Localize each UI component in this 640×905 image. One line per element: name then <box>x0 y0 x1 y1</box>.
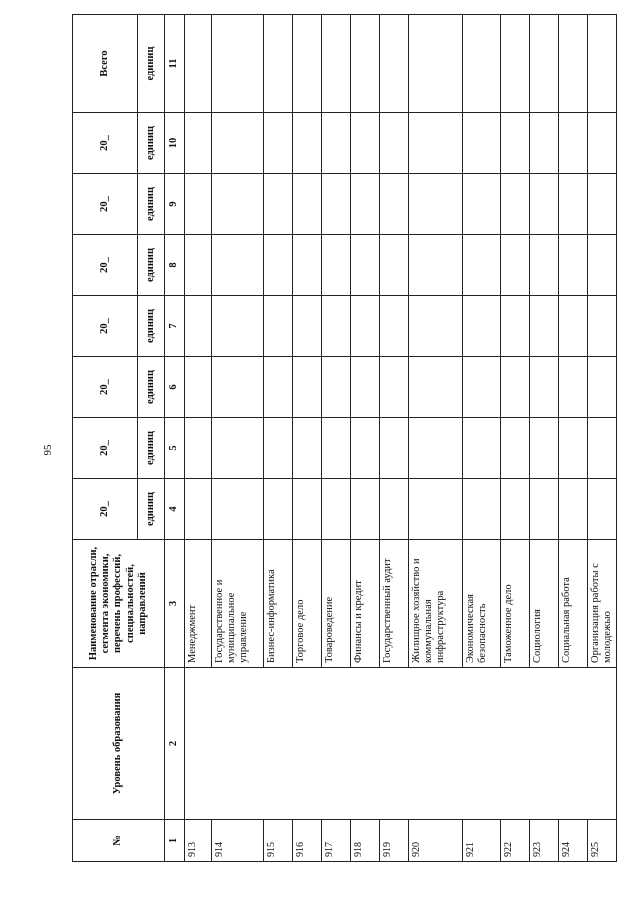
header-specialty-name: Наименование отрасли, сегмента экономики, перечень профессий, специальностей, направлений <box>73 540 165 668</box>
value-cell <box>293 113 322 174</box>
value-cell <box>351 357 380 418</box>
value-cell <box>293 418 322 479</box>
row-number: 913 <box>185 820 212 862</box>
value-cell <box>559 357 588 418</box>
value-cell <box>351 113 380 174</box>
value-cell <box>409 113 463 174</box>
value-cell <box>212 113 264 174</box>
value-cell <box>185 174 212 235</box>
value-cell <box>322 357 351 418</box>
value-cell <box>463 15 501 113</box>
value-cell <box>409 174 463 235</box>
value-cell <box>264 296 293 357</box>
row-number: 914 <box>212 820 264 862</box>
value-cell <box>264 479 293 540</box>
specialty-name: Государственное и муниципальное управление <box>212 540 264 668</box>
value-cell <box>380 479 409 540</box>
value-cell <box>264 418 293 479</box>
value-cell <box>588 296 617 357</box>
row-number: 923 <box>530 820 559 862</box>
specialty-name: Социальная работа <box>559 540 588 668</box>
value-cell <box>380 113 409 174</box>
header-year: 20_ <box>73 418 138 479</box>
value-cell <box>530 15 559 113</box>
value-cell <box>463 479 501 540</box>
header-year: 20_ <box>73 479 138 540</box>
value-cell <box>501 418 530 479</box>
value-cell <box>409 418 463 479</box>
value-cell <box>501 15 530 113</box>
value-cell <box>559 418 588 479</box>
value-cell <box>185 418 212 479</box>
value-cell <box>264 113 293 174</box>
value-cell <box>588 235 617 296</box>
column-numbers-row <box>165 15 185 862</box>
header-unit: единиц <box>138 296 165 357</box>
value-cell <box>293 357 322 418</box>
value-cell <box>185 296 212 357</box>
row-number: 916 <box>293 820 322 862</box>
table-body <box>185 15 617 862</box>
column-number: 2 <box>165 668 185 820</box>
value-cell <box>559 15 588 113</box>
value-cell <box>264 357 293 418</box>
value-cell <box>409 479 463 540</box>
value-cell <box>559 174 588 235</box>
value-cell <box>264 174 293 235</box>
value-cell <box>530 296 559 357</box>
value-cell <box>588 357 617 418</box>
column-number: 1 <box>165 820 185 862</box>
value-cell <box>463 296 501 357</box>
header-unit: единиц <box>138 357 165 418</box>
row-number: 915 <box>264 820 293 862</box>
header-year: 20_ <box>73 113 138 174</box>
value-cell <box>264 15 293 113</box>
row-number: 924 <box>559 820 588 862</box>
value-cell <box>588 15 617 113</box>
value-cell <box>588 113 617 174</box>
value-cell <box>293 15 322 113</box>
value-cell <box>530 235 559 296</box>
value-cell <box>501 235 530 296</box>
specialty-name: Торговое дело <box>293 540 322 668</box>
value-cell <box>588 418 617 479</box>
rotated-table-container <box>72 15 614 862</box>
value-cell <box>185 479 212 540</box>
value-cell <box>530 113 559 174</box>
value-cell <box>322 296 351 357</box>
column-number: 10 <box>165 113 185 174</box>
value-cell <box>322 235 351 296</box>
header-year: 20_ <box>73 174 138 235</box>
value-cell <box>501 479 530 540</box>
value-cell <box>501 357 530 418</box>
header-total: Всего <box>73 15 138 113</box>
column-number: 11 <box>165 15 185 113</box>
column-number: 3 <box>165 540 185 668</box>
specialty-name: Государственный аудит <box>380 540 409 668</box>
row-number: 917 <box>322 820 351 862</box>
header-unit: единиц <box>138 174 165 235</box>
header-unit: единиц <box>138 15 165 113</box>
header-year: 20_ <box>73 296 138 357</box>
specialty-name: Менеджмент <box>185 540 212 668</box>
value-cell <box>212 296 264 357</box>
header-unit: единиц <box>138 479 165 540</box>
value-cell <box>380 174 409 235</box>
value-cell <box>409 15 463 113</box>
value-cell <box>351 235 380 296</box>
value-cell <box>463 357 501 418</box>
row-number: 925 <box>588 820 617 862</box>
value-cell <box>463 174 501 235</box>
specialty-name: Таможенное дело <box>501 540 530 668</box>
column-number: 8 <box>165 235 185 296</box>
header-education-level: Уровень образования <box>73 668 165 820</box>
value-cell <box>530 479 559 540</box>
value-cell <box>212 174 264 235</box>
column-number: 6 <box>165 357 185 418</box>
specialties-table <box>72 14 617 862</box>
row-number: 918 <box>351 820 380 862</box>
value-cell <box>322 113 351 174</box>
header-unit: единиц <box>138 113 165 174</box>
value-cell <box>212 479 264 540</box>
value-cell <box>409 235 463 296</box>
value-cell <box>293 235 322 296</box>
value-cell <box>409 296 463 357</box>
row-number: 919 <box>380 820 409 862</box>
value-cell <box>380 235 409 296</box>
row-number: 922 <box>501 820 530 862</box>
value-cell <box>380 15 409 113</box>
specialty-name: Социология <box>530 540 559 668</box>
value-cell <box>293 479 322 540</box>
value-cell <box>380 357 409 418</box>
column-number: 9 <box>165 174 185 235</box>
value-cell <box>463 418 501 479</box>
specialty-name: Бизнес-информатика <box>264 540 293 668</box>
value-cell <box>212 418 264 479</box>
value-cell <box>501 174 530 235</box>
value-cell <box>380 418 409 479</box>
value-cell <box>264 235 293 296</box>
value-cell <box>559 113 588 174</box>
value-cell <box>212 357 264 418</box>
specialty-name: Финансы и кредит <box>351 540 380 668</box>
column-number: 5 <box>165 418 185 479</box>
specialty-name: Экономическая безопасность <box>463 540 501 668</box>
value-cell <box>559 235 588 296</box>
column-number: 4 <box>165 479 185 540</box>
header-number: № <box>73 820 165 862</box>
value-cell <box>212 235 264 296</box>
education-level-cell <box>185 668 617 820</box>
value-cell <box>351 418 380 479</box>
value-cell <box>185 15 212 113</box>
row-number: 921 <box>463 820 501 862</box>
row-number: 920 <box>409 820 463 862</box>
value-cell <box>322 418 351 479</box>
header-row <box>73 15 138 862</box>
value-cell <box>351 15 380 113</box>
value-cell <box>530 418 559 479</box>
value-cell <box>501 113 530 174</box>
value-cell <box>322 479 351 540</box>
value-cell <box>185 235 212 296</box>
value-cell <box>409 357 463 418</box>
header-year: 20_ <box>73 357 138 418</box>
value-cell <box>588 479 617 540</box>
value-cell <box>463 235 501 296</box>
value-cell <box>463 113 501 174</box>
page-number: 95 <box>42 444 54 456</box>
header-year: 20_ <box>73 235 138 296</box>
value-cell <box>559 479 588 540</box>
value-cell <box>559 296 588 357</box>
value-cell <box>293 174 322 235</box>
value-cell <box>293 296 322 357</box>
specialty-name: Организация работы с молодежью <box>588 540 617 668</box>
specialty-name: Товароведение <box>322 540 351 668</box>
value-cell <box>530 174 559 235</box>
value-cell <box>322 15 351 113</box>
column-number: 7 <box>165 296 185 357</box>
value-cell <box>322 174 351 235</box>
value-cell <box>351 174 380 235</box>
value-cell <box>212 15 264 113</box>
value-cell <box>351 479 380 540</box>
specialty-name: Жилищное хозяйство и коммунальная инфраструктура <box>409 540 463 668</box>
table-row <box>185 15 212 862</box>
value-cell <box>530 357 559 418</box>
value-cell <box>185 113 212 174</box>
header-unit: единиц <box>138 418 165 479</box>
header-unit: единиц <box>138 235 165 296</box>
value-cell <box>185 357 212 418</box>
value-cell <box>588 174 617 235</box>
value-cell <box>380 296 409 357</box>
value-cell <box>351 296 380 357</box>
value-cell <box>501 296 530 357</box>
